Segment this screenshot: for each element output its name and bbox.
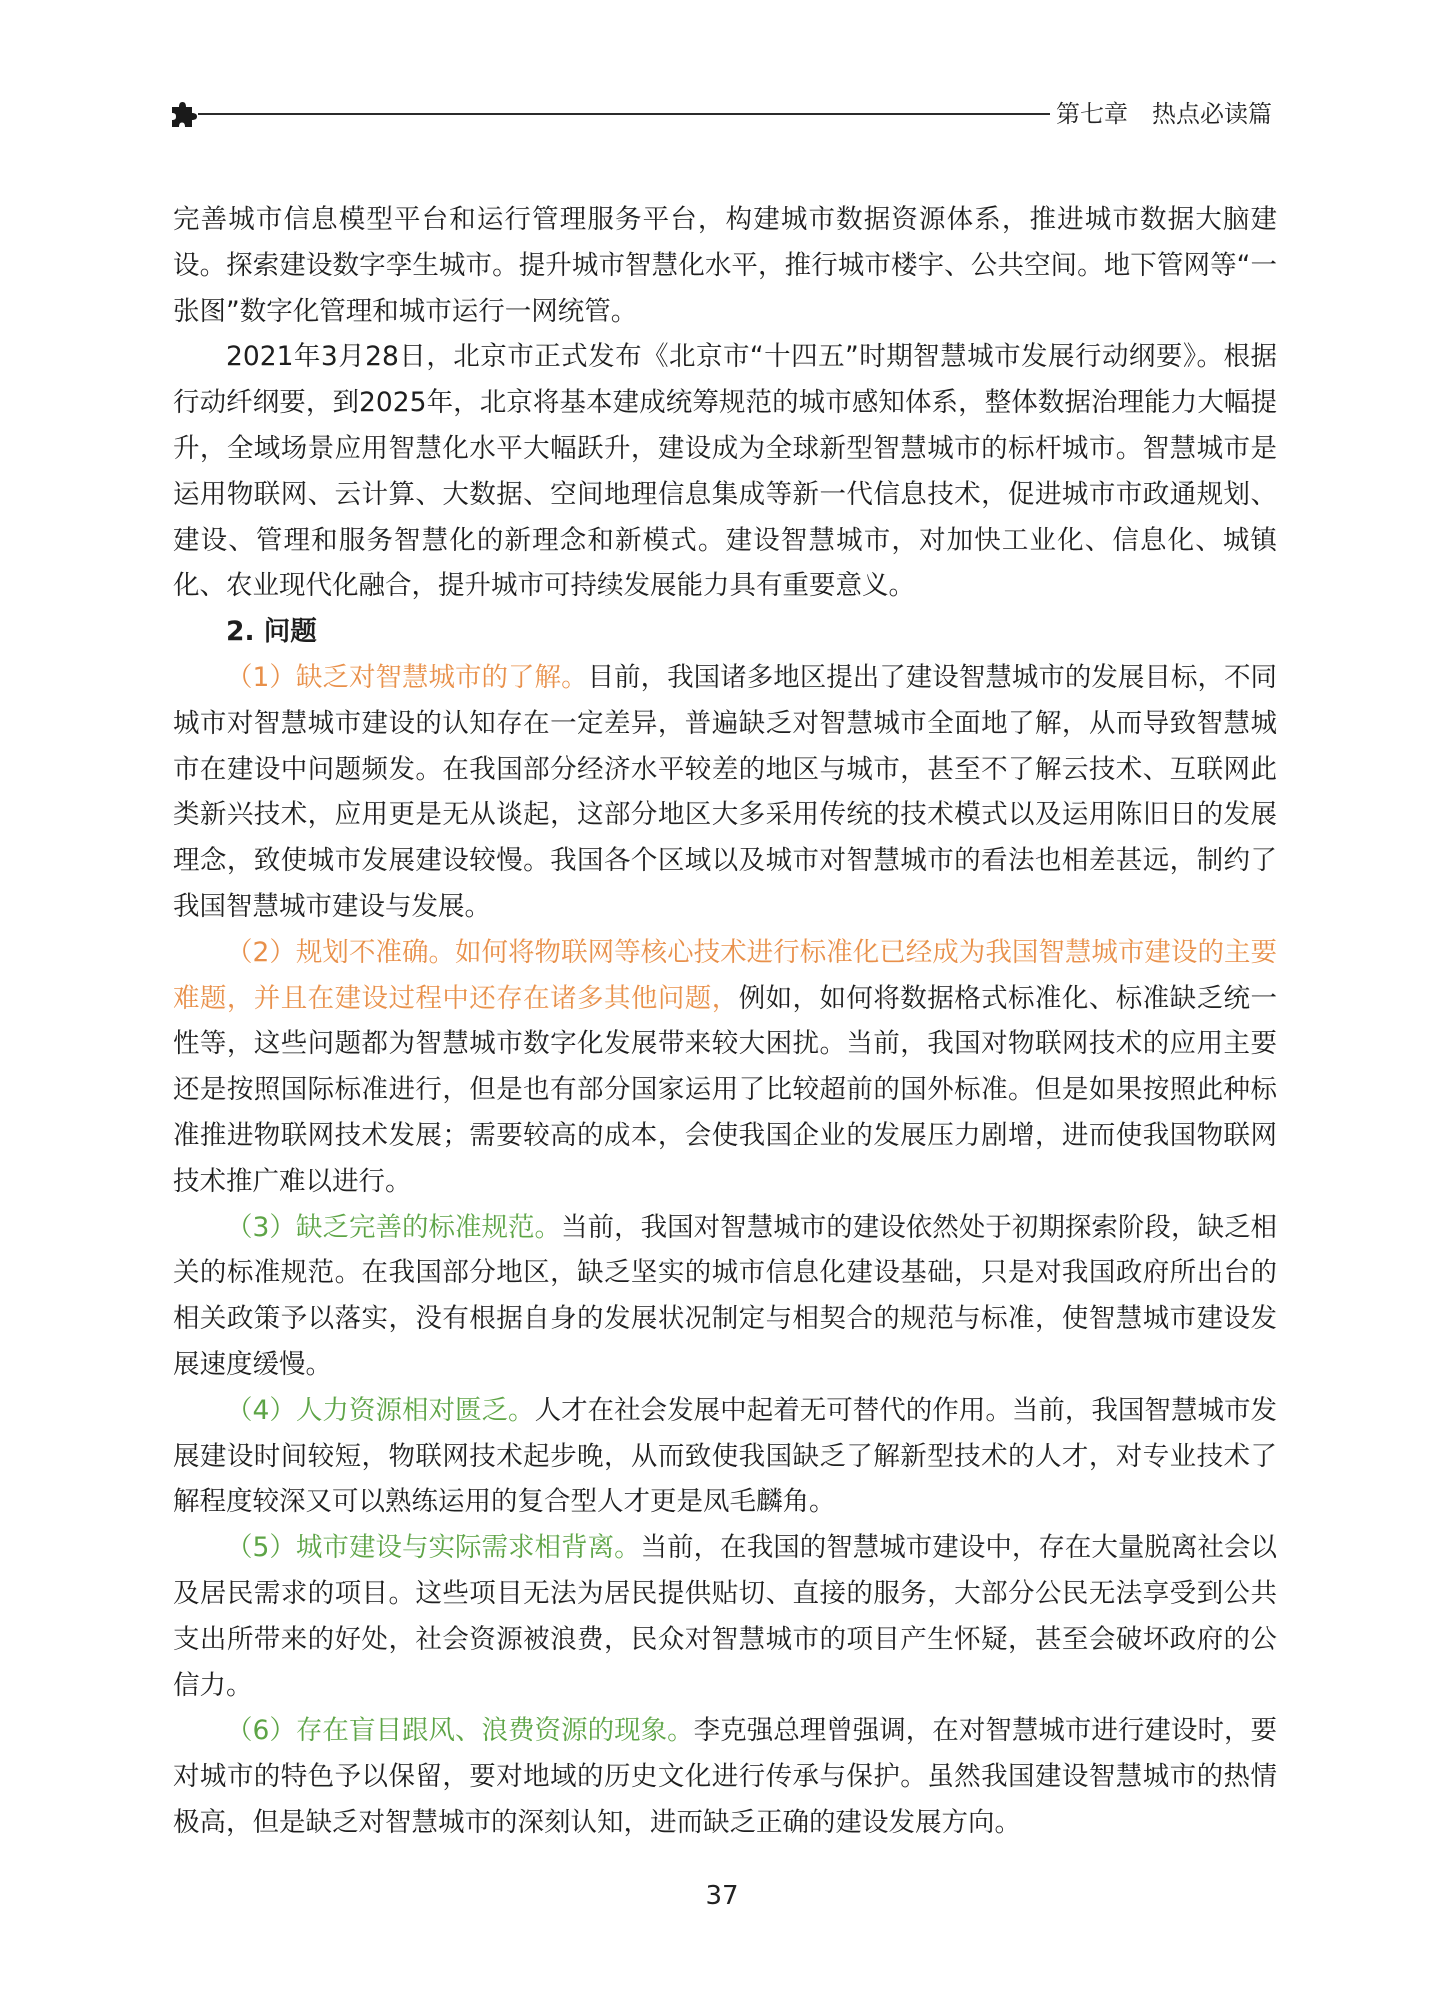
body-paragraph: 完善城市信息模型平台和运行管理服务平台，构建城市数据资源体系，推进城市数据大脑建设。探索建设数字孪生城市。提升城市智慧化水平，推行城市楼宇、公共空间。地下管网等“一张图”数字化管理和城市运行一网统管。 xyxy=(173,204,1277,327)
problem-title: （4）人力资源相对匮乏。 xyxy=(226,1394,535,1426)
section-heading: 2. 问题 xyxy=(226,616,317,648)
problem-text: 当前，我国对智慧城市的建设依然处于初期探索阶段，缺乏相关的标准规范。在我国部分地区，缺乏坚实的城市信息化建设基础，只是对我国政府所出台的相关政策予以落实，没有根据自身的发展状况制定与相契合的规范与标准，使智慧城市建设发展速度缓慢。 xyxy=(173,1211,1277,1380)
page-number: 37 xyxy=(705,1881,739,1911)
problem-title: （1）缺乏对智慧城市的了解。 xyxy=(226,661,588,693)
running-header xyxy=(168,96,1282,136)
problem-text: 例如，如何将数据格式标准化、标准缺乏统一性等，这些问题都为智慧城市数字化发展带来较大困扰。当前，我国对物联网技术的应用主要还是按照国际标准进行，但是也有部分国家运用了比较超前的国外标准。但是如果按照此种标准推进物联网技术发展；需要较高的成本，会使我国企业的发展压力剧增，进而使我国物联网技术推广难以进行。 xyxy=(173,982,1277,1197)
problem-item-3 xyxy=(173,1205,1277,1388)
problem-title: （5）城市建设与实际需求相背离。 xyxy=(226,1532,641,1564)
problem-text: 当前，在我国的智慧城市建设中，存在大量脱离社会以及居民需求的项目。这些项目无法为居民提供贴切、直接的服务，大部分公民无法享受到公共支出所带来的好处，社会资源被浪费，民众对智慧城市的项目产生怀疑，甚至会破坏政府的公信力。 xyxy=(173,1532,1277,1701)
problem-text: 李克强总理曾强调，在对智慧城市进行建设时，要对城市的特色予以保留，要对地域的历史文化进行传承与保护。虽然我国建设智慧城市的热情极高，但是缺乏对智慧城市的深刻认知，进而缺乏正确的建设发展方向。 xyxy=(173,1715,1277,1838)
page-body xyxy=(173,197,1277,1846)
problem-item-5 xyxy=(173,1525,1277,1708)
problem-item-6 xyxy=(173,1708,1277,1845)
header-rule xyxy=(198,113,1050,115)
body-paragraph: 2021年3月28日，北京市正式发布《北京市“十四五”时期智慧城市发展行动纲要》。根据行动纤纲要，到2025年，北京将基本建成统筹规范的城市感知体系，整体数据治理能力大幅提升，全域场景应用智慧化水平大幅跃升，建设成为全球新型智慧城市的标杆城市。智慧城市是运用物联网、云计算、大数据、空间地理信息集成等新一代信息技术，促进城市市政通规划、建设、管理和服务智慧化的新理念和新模式。建设智慧城市，对加快工业化、信息化、城镇化、农业现代化融合，提升城市可持续发展能力具有重要意义。 xyxy=(173,341,1277,602)
problem-text: 目前，我国诸多地区提出了建设智慧城市的发展目标，不同城市对智慧城市建设的认知存在一定差异，普遍缺乏对智慧城市全面地了解，从而导致智慧城市在建设中问题频发。在我国部分经济水平较差的地区与城市，甚至不了解云技术、互联网此类新兴技术，应用更是无从谈起，这部分地区大多采用传统的技术模式以及运用陈旧日的发展理念，致使城市发展建设较慢。我国各个区域以及城市对智慧城市的看法也相差甚远，制约了我国智慧城市建设与发展。 xyxy=(173,661,1277,922)
problem-title: （6）存在盲目跟风、浪费资源的现象。 xyxy=(226,1715,694,1747)
chapter-title: 第七章 热点必读篇 xyxy=(1056,100,1272,128)
problem-text: 人才在社会发展中起着无可替代的作用。当前，我国智慧城市发展建设时间较短，物联网技术起步晚，从而致使我国缺乏了解新型技术的人才，对专业技术了解程度较深又可以熟练运用的复合型人才更是凤毛麟角。 xyxy=(173,1394,1277,1518)
puzzle-piece-icon xyxy=(168,100,198,130)
problem-item-2 xyxy=(173,930,1277,1205)
problem-item-4 xyxy=(173,1388,1277,1525)
problem-item-1 xyxy=(173,655,1277,930)
problem-title: （3）缺乏完善的标准规范。 xyxy=(226,1211,562,1243)
problem-title: （2）规划不准确。如何将物联网等核心技术进行标准化已经成为我国智慧城市建设的主要难题，并且在建设过程中还存在诸多其他问题， xyxy=(173,936,1277,1014)
